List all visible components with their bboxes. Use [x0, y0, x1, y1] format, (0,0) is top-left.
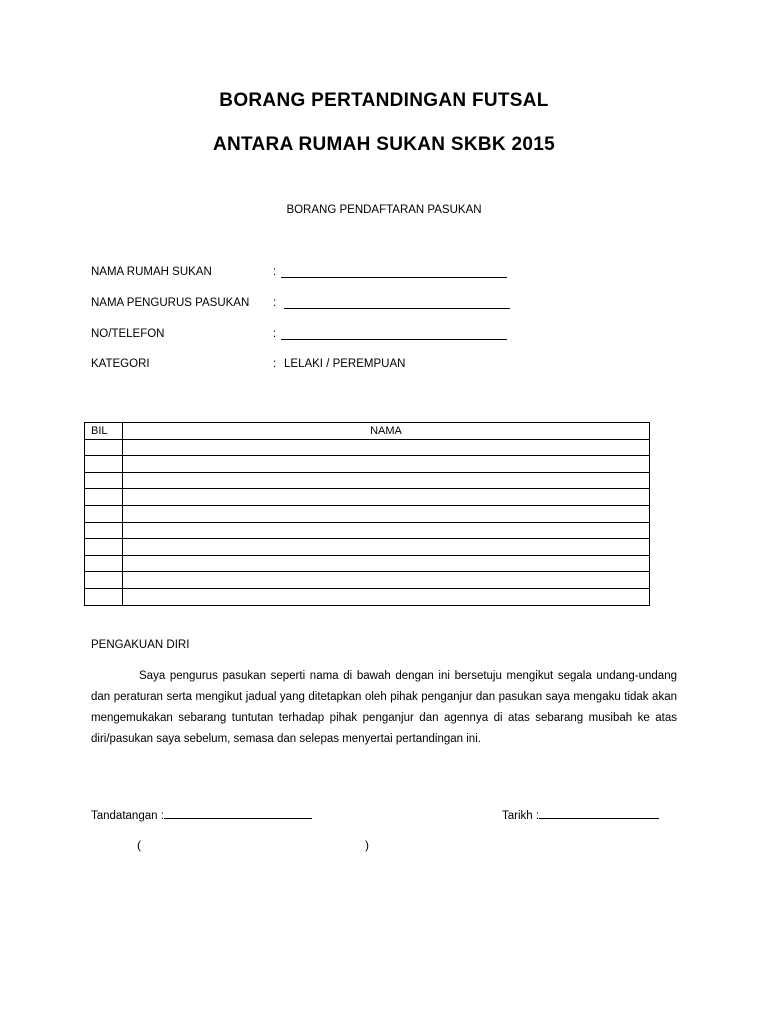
nama-cell[interactable] — [123, 588, 650, 605]
field-colon: : — [273, 358, 277, 370]
bil-cell[interactable] — [85, 572, 123, 589]
field-colon: : — [273, 266, 277, 278]
name-paren-open: ( — [137, 838, 141, 852]
nama-cell[interactable] — [123, 539, 650, 556]
nama-cell[interactable] — [123, 572, 650, 589]
form-subtitle-event: ANTARA RUMAH SUKAN SKBK 2015 — [213, 134, 555, 155]
roster-table — [84, 422, 650, 606]
table-row — [85, 505, 650, 522]
bil-cell[interactable] — [85, 472, 123, 489]
table-row — [85, 555, 650, 572]
name-paren-close: ) — [365, 838, 369, 852]
field-blank-line[interactable] — [281, 339, 507, 340]
roster-header-row — [85, 423, 650, 440]
date-field — [502, 808, 659, 822]
bil-cell[interactable] — [85, 522, 123, 539]
bil-cell[interactable] — [85, 539, 123, 556]
table-row — [85, 572, 650, 589]
table-row — [85, 489, 650, 506]
column-header-nama: NAMA — [123, 423, 650, 440]
nama-cell[interactable] — [123, 522, 650, 539]
nama-cell[interactable] — [123, 456, 650, 473]
field-label: NAMA RUMAH SUKAN — [91, 266, 212, 278]
date-blank-line[interactable] — [539, 808, 659, 819]
signature-label: Tandatangan : — [91, 810, 164, 822]
form-title: BORANG PERTANDINGAN FUTSAL — [219, 90, 549, 111]
column-header-bil: BIL — [85, 423, 123, 440]
signature-blank-line[interactable] — [164, 808, 312, 819]
bil-cell[interactable] — [85, 439, 123, 456]
table-row — [85, 522, 650, 539]
form-section-title: BORANG PENDAFTARAN PASUKAN — [286, 204, 482, 216]
table-row — [85, 539, 650, 556]
signature-field — [91, 808, 312, 822]
nama-cell[interactable] — [123, 555, 650, 572]
field-label: KATEGORI — [91, 358, 150, 370]
bil-cell[interactable] — [85, 505, 123, 522]
field-colon: : — [273, 297, 277, 309]
declaration-text: Saya pengurus pasukan seperti nama di bawah dengan ini bersetuju mengikut segala undang-undang dan peraturan serta mengikut jadual yang ditetapkan oleh pihak penganjur dan pasukan saya mengaku tidak akan mengemukakan sebarang tuntutan terhadap pihak penganjur dan agennya di atas sebarang musibah ke atas diri/pasukan saya sebelum, semasa dan selepas menyertai pertandingan ini. — [91, 670, 677, 745]
table-row — [85, 472, 650, 489]
bil-cell[interactable] — [85, 489, 123, 506]
table-row — [85, 588, 650, 605]
nama-cell[interactable] — [123, 472, 650, 489]
bil-cell[interactable] — [85, 555, 123, 572]
declaration-heading: PENGAKUAN DIRI — [91, 639, 190, 651]
nama-cell[interactable] — [123, 439, 650, 456]
field-blank-line[interactable] — [281, 277, 507, 278]
field-label: NO/TELEFON — [91, 328, 165, 340]
table-row — [85, 456, 650, 473]
field-blank-line[interactable] — [284, 308, 510, 309]
bil-cell[interactable] — [85, 588, 123, 605]
nama-cell[interactable] — [123, 505, 650, 522]
field-colon: : — [273, 328, 277, 340]
field-label: NAMA PENGURUS PASUKAN — [91, 297, 250, 309]
bil-cell[interactable] — [85, 456, 123, 473]
table-row — [85, 439, 650, 456]
date-label: Tarikh : — [502, 810, 540, 822]
nama-cell[interactable] — [123, 489, 650, 506]
kategori-options: LELAKI / PEREMPUAN — [284, 358, 406, 370]
